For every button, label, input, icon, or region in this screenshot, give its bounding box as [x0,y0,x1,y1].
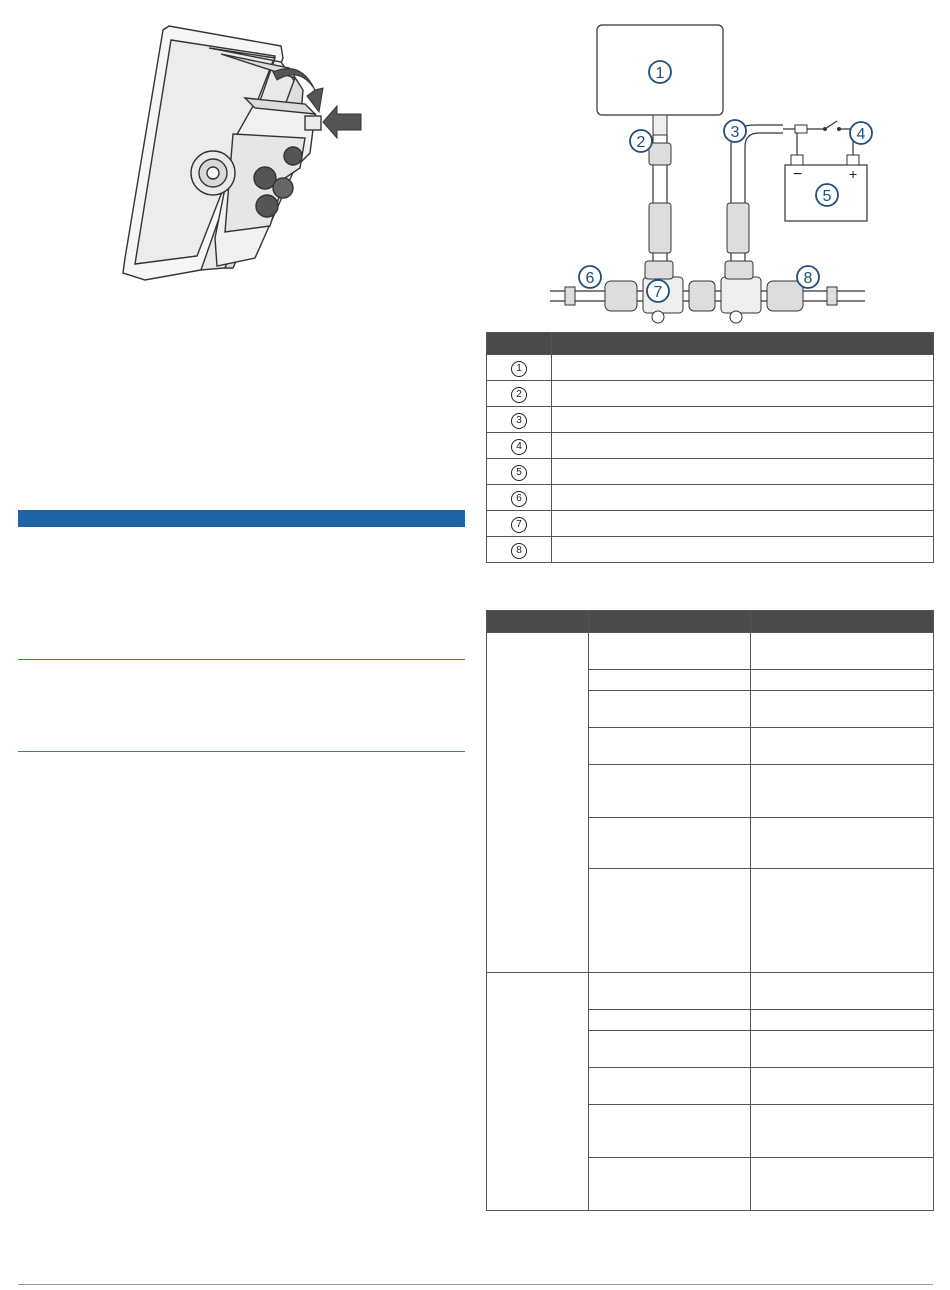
callout-6 [579,266,601,288]
callout-1 [649,61,671,83]
specifications-table [486,610,934,1211]
network-wiring-diagram [545,15,875,330]
table-header-row [487,611,934,633]
callout-4 [850,122,872,144]
svg-text:6: 6 [585,270,595,287]
callout-label: 8 [511,543,527,559]
table-row [487,537,934,563]
callout-label: 6 [511,491,527,507]
svg-text:4: 4 [856,126,866,143]
svg-text:2: 2 [636,134,646,151]
svg-text:7: 7 [653,284,663,301]
battery-positive-label: + [849,166,858,182]
callout-5 [816,184,838,206]
table-row [487,511,934,537]
battery-negative-label: − [793,166,803,183]
callout-7 [647,280,669,302]
section-divider [18,751,465,752]
svg-text:8: 8 [803,270,813,287]
table-row [487,407,934,433]
callout-2 [630,130,652,152]
callout-label: 2 [511,387,527,403]
svg-text:1: 1 [655,65,665,82]
table-row [487,355,934,381]
svg-text:3: 3 [730,124,740,141]
push-arrow-icon [323,106,361,138]
section-divider [18,659,465,660]
table-row [487,973,934,1010]
callout-3 [724,120,746,142]
legend-table [486,332,934,563]
footer-divider [18,1284,933,1285]
section-heading-bar [18,510,465,527]
table-row [487,485,934,511]
callout-label: 4 [511,439,527,455]
callout-label: 7 [511,517,527,533]
callout-label: 3 [511,413,527,429]
table-row [487,381,934,407]
svg-text:5: 5 [822,188,832,205]
table-row [487,633,934,670]
callout-label: 5 [511,465,527,481]
callout-label: 1 [511,361,527,377]
table-header-row [487,333,934,355]
table-row [487,433,934,459]
callout-8 [797,266,819,288]
device-bracket-illustration [105,18,375,293]
table-row [487,459,934,485]
